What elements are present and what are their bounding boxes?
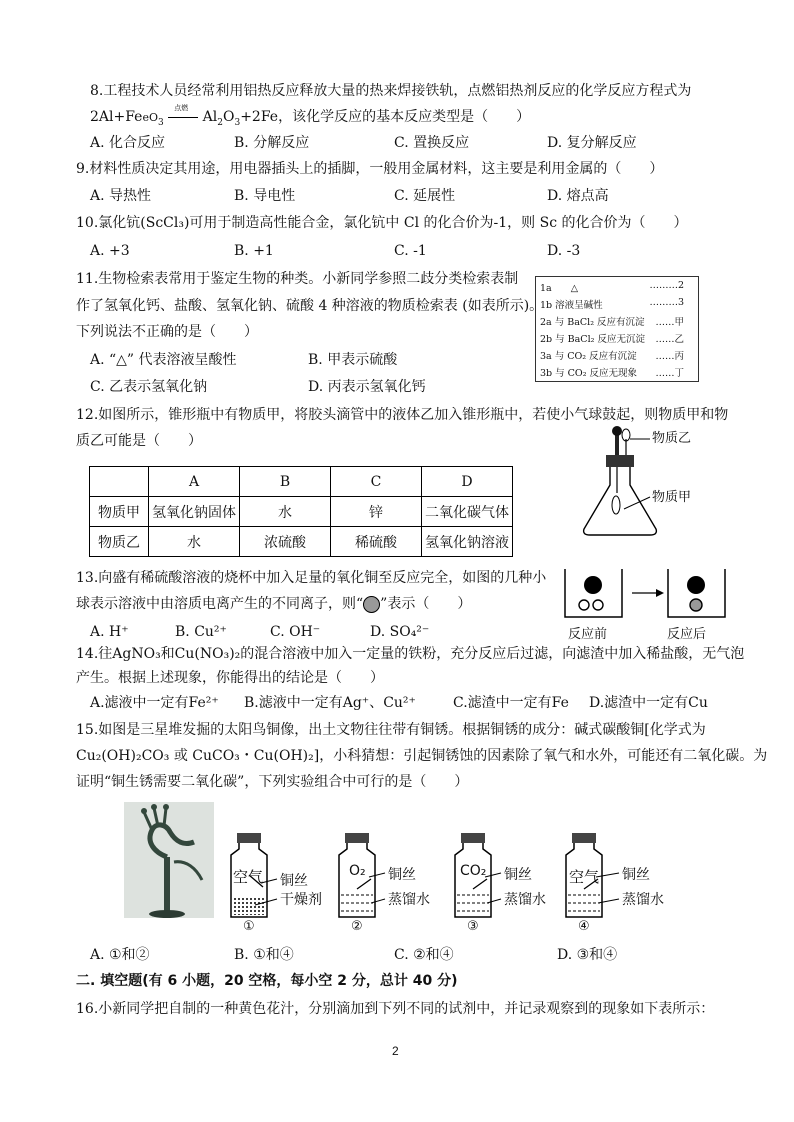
bottle2-wire: 铜丝 bbox=[388, 867, 416, 883]
q13-label-before: 反应前 bbox=[568, 627, 608, 642]
q13-option-b[interactable]: B. Cu²⁺ bbox=[175, 624, 227, 640]
q11-option-b[interactable]: B. 甲表示硫酸 bbox=[308, 352, 398, 368]
q14-stem-line2: 产生。根据上述现象，你能得出的结论是（ ） bbox=[76, 670, 384, 686]
q8-equation-line: 2Al+FeeO$_3$ 点燃 $Al_2O_3+2Fe$，该化学反应的基本反应类型是（ ） bbox=[90, 104, 531, 128]
q8-option-c[interactable]: C. 置换反应 bbox=[394, 135, 470, 151]
q11-option-a[interactable]: A. “△” 代表溶液呈酸性 bbox=[90, 352, 237, 368]
q12-stem-line1: 12.如图所示，锥形瓶中有物质甲，将胶头滴管中的液体乙加入锥形瓶中，若使小气球鼓起，则物质甲和物 bbox=[76, 407, 729, 423]
key-row-1a: 1a △ ………2 bbox=[540, 280, 684, 294]
q15-option-a[interactable]: A. ①和② bbox=[90, 947, 150, 963]
q16-stem: 16.小新同学把自制的一种黄色花汁，分别滴加到下列不同的试剂中，并记录观察到的现象如下表所示： bbox=[76, 1001, 715, 1017]
bottle1-wire: 铜丝 bbox=[280, 873, 308, 889]
q8-option-a[interactable]: A. 化合反应 bbox=[90, 135, 166, 151]
q10-option-b[interactable]: B. +1 bbox=[234, 243, 274, 259]
q13-stem-line2: 球表示溶液中由溶质电离产生的不同离子，则“ ”表示（ ） bbox=[76, 596, 472, 612]
q15-option-d[interactable]: D. ③和④ bbox=[557, 947, 618, 963]
bottle3-gas: CO₂ bbox=[460, 863, 487, 879]
bottle1-gas: 空气 bbox=[233, 868, 264, 886]
q11-stem-line2: 作了氢氧化钙、盐酸、氢氧化钠、硫酸 4 种溶液的物质检索表 (如表所示)。 bbox=[76, 298, 544, 314]
q11-option-c[interactable]: C. 乙表示氢氧化钠 bbox=[90, 379, 208, 395]
q12-label-yi: 物质乙 bbox=[652, 431, 692, 446]
q13-option-d[interactable]: D. SO₄²⁻ bbox=[370, 624, 430, 640]
q11-stem-line1: 11.生物检索表常用于鉴定生物的种类。小新同学参照二歧分类检索表制 bbox=[76, 271, 519, 287]
bottle4-wire: 铜丝 bbox=[622, 867, 650, 883]
bottle4-gas: 空气 bbox=[569, 868, 600, 886]
bottle1-number: ① bbox=[243, 919, 255, 934]
bottle3-bottom: 蒸馏水 bbox=[504, 892, 546, 908]
q15-stem-line1: 15.如图是三星堆发掘的太阳鸟铜像，出土文物往往带有铜锈。根据铜锈的成分：碱式碳酸铜[化学式为 bbox=[76, 722, 706, 738]
q14-option-d[interactable]: D.滤渣中一定有Cu bbox=[589, 695, 708, 711]
bottle2-gas: O₂ bbox=[349, 863, 366, 879]
q12-stem-line2: 质乙可能是（ ） bbox=[76, 433, 202, 449]
q13-label-after: 反应后 bbox=[667, 627, 707, 642]
key-row-1b: 1b 溶液呈碱性 ………3 bbox=[540, 297, 684, 311]
q15-option-c[interactable]: C. ②和④ bbox=[394, 947, 454, 963]
q8-option-b[interactable]: B. 分解反应 bbox=[234, 135, 310, 151]
q10-option-c[interactable]: C. -1 bbox=[394, 243, 427, 259]
bottle4-number: ④ bbox=[578, 919, 590, 934]
q15-stem-line2: Cu₂(OH)₂CO₃ 或 CuCO₃・Cu(OH)₂]，小科猜想：引起铜锈蚀的因素除了氧气和水外，可能还有二氧化碳。为 bbox=[76, 748, 768, 764]
q8-stem-line1: 8.工程技术人员经常利用铝热反应释放大量的热来焊接铁轨，点燃铝热剂反应的化学反应方程式为 bbox=[90, 83, 692, 99]
bottle1-bottom: 干燥剂 bbox=[280, 892, 322, 908]
key-row-3a: 3a 与 CO₂ 反应有沉淀 ……丙 bbox=[540, 351, 684, 362]
q9-option-c[interactable]: C. 延展性 bbox=[394, 188, 456, 204]
table-row: 物质甲 氢氧化钠固体 水 锌 二氧化碳气体 bbox=[90, 497, 513, 527]
table-row: A B C D bbox=[90, 467, 513, 497]
q12-label-jia: 物质甲 bbox=[652, 490, 692, 505]
sun-bird-bronze-photo bbox=[124, 802, 214, 918]
q14-option-b[interactable]: B.滤液中一定有Ag⁺、Cu²⁺ bbox=[244, 695, 416, 711]
q9-stem: 9.材料性质决定其用途，用电器插头上的插脚，一般用金属材料，这主要是利用金属的（ ） bbox=[76, 161, 664, 177]
q10-stem: 10.氯化钪(ScCl₃)可用于制造高性能合金，氯化钪中 Cl 的化合价为-1，则 Sc 的化合价为（ ） bbox=[76, 215, 688, 231]
q11-key-table bbox=[535, 276, 699, 382]
q9-option-d[interactable]: D. 熔点高 bbox=[547, 188, 609, 204]
gray-ion-icon bbox=[363, 596, 380, 613]
q13-beaker-figure bbox=[560, 565, 730, 625]
q9-option-a[interactable]: A. 导热性 bbox=[90, 188, 152, 204]
q15-option-b[interactable]: B. ①和④ bbox=[234, 947, 294, 963]
bottle3-number: ③ bbox=[467, 919, 479, 934]
q8-option-d[interactable]: D. 复分解反应 bbox=[547, 135, 637, 151]
q13-option-c[interactable]: C. OH⁻ bbox=[270, 624, 321, 640]
q15-stem-line3: 证明“铜生锈需要二氧化碳”，下列实验组合中可行的是（ ） bbox=[76, 774, 469, 790]
q11-stem-line3: 下列说法不正确的是（ ） bbox=[76, 324, 258, 340]
q9-option-b[interactable]: B. 导电性 bbox=[234, 188, 296, 204]
q12-options-table bbox=[89, 466, 513, 557]
bottle2-bottom: 蒸馏水 bbox=[388, 892, 430, 908]
section-heading-fill-in: 二. 填空题(有 6 小题，20 空格，每小空 2 分，总计 40 分) bbox=[76, 973, 458, 989]
q13-option-a[interactable]: A. H⁺ bbox=[90, 624, 129, 640]
q10-option-d[interactable]: D. -3 bbox=[547, 243, 581, 259]
bottle3-wire: 铜丝 bbox=[504, 867, 532, 883]
table-row: 物质乙 水 浓硫酸 稀硫酸 氢氧化钠溶液 bbox=[90, 527, 513, 557]
bottle4-bottom: 蒸馏水 bbox=[622, 892, 664, 908]
q13-stem-line1: 13.向盛有稀硫酸溶液的烧杯中加入足量的氧化铜至反应完全，如图的几种小 bbox=[76, 570, 547, 586]
q10-option-a[interactable]: A. +3 bbox=[90, 243, 130, 259]
q14-option-a[interactable]: A.滤液中一定有Fe²⁺ bbox=[90, 695, 219, 711]
q12-flask-figure bbox=[570, 425, 720, 540]
q14-stem-line1: 14.往AgNO₃和Cu(NO₃)₂的混合溶液中加入一定量的铁粉，充分反应后过滤，向滤渣中加入稀盐酸，无气泡 bbox=[76, 646, 745, 662]
bottle2-number: ② bbox=[351, 919, 363, 934]
key-row-3b: 3b 与 CO₂ 反应无现象 ……丁 bbox=[540, 368, 684, 379]
key-row-2a: 2a 与 BaCl₂ 反应有沉淀 ……甲 bbox=[540, 317, 684, 328]
page-number: 2 bbox=[392, 1044, 399, 1058]
q11-option-d[interactable]: D. 丙表示氢氧化钙 bbox=[308, 379, 426, 395]
q14-option-c[interactable]: C.滤渣中一定有Fe bbox=[453, 695, 569, 711]
key-row-2b: 2b 与 BaCl₂ 反应无沉淀 ……乙 bbox=[540, 334, 684, 345]
